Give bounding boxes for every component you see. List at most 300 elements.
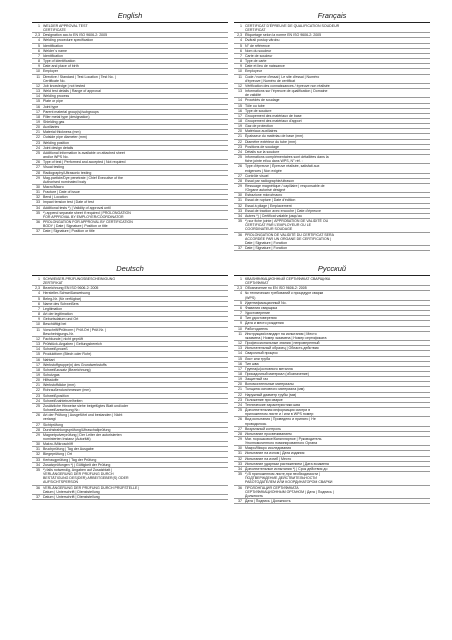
- item-text: Вид испытания | Проведено и принято | Не проводилось: [245, 417, 316, 426]
- item-number: 34: [238, 213, 242, 218]
- item-number: 8: [240, 316, 242, 321]
- item-text: Schweißprozeß: [43, 347, 68, 352]
- item-text: Дополнительная информация смотри в приложенном листе и / или в WPS номер:: [245, 408, 315, 417]
- item-text: Толщина основного материала (мм): [245, 387, 305, 392]
- item-text: Schweißzusatz (Bezeichnung): [43, 367, 91, 372]
- item-text: *) append separate sheet if required | PROLONGATION FOR APPROVAL BY EMPLOYER/COORDINATOR: [43, 210, 131, 219]
- item-text: Фамилия сварщика: [245, 305, 278, 310]
- list-item: [32, 328, 228, 337]
- item-number: 13: [238, 346, 242, 351]
- item-text: Makro-/Mikroschliff: [43, 442, 73, 447]
- item-text: SCHWEIßER-PRÜFUNGSBESCHEINIGUNG ZERTIFIKAT: [43, 277, 116, 286]
- item-text: Mag.particle/Dye penetrate | Chief Executive of the Authorised nominated body: [43, 175, 123, 184]
- item-number: 5: [38, 296, 40, 301]
- item-number: 22: [238, 139, 242, 144]
- german-section: [32, 265, 228, 500]
- item-text: PROLONGATION DE VALIDITÉ DU CERTIFICAT SERA ACCORDÉE PAR UN ORGANE DE CERTIFICATION | Date | Signature | Fonction: [245, 232, 334, 245]
- item-number: 9: [38, 317, 40, 322]
- item-text: Fachkunde | nicht geprüft: [43, 336, 83, 341]
- item-number: 37: [238, 246, 242, 251]
- item-number: 17: [36, 362, 40, 367]
- item-number: 10: [36, 322, 40, 327]
- item-text: Type de carte: [245, 59, 267, 64]
- item-text: Type de soudure: [245, 108, 272, 113]
- item-text: Filler metal type (designation): [43, 114, 90, 119]
- item-text: Identification: [43, 53, 63, 58]
- item-number: 18: [238, 371, 242, 376]
- item-number: 35: [238, 472, 242, 477]
- item-text: Dvārali postup vārobu: [245, 38, 280, 43]
- item-text: Type of test | Performed and accepted | Not required: [43, 160, 126, 165]
- item-number: 29: [36, 432, 40, 437]
- english-section: [32, 12, 228, 235]
- item-number: 28: [238, 178, 242, 183]
- item-number: 19: [238, 124, 242, 129]
- item-number: 28: [36, 170, 40, 175]
- item-number: 14: [36, 347, 40, 352]
- item-number: 18: [36, 367, 40, 372]
- item-text: Legitimation: [43, 306, 63, 311]
- item-text: Matériaux auxiliaires: [245, 129, 278, 134]
- item-text: PROLONGATION FOR APPROVAL BY CERTIFICATION BODY | Date | Signature | Position or title: [43, 220, 133, 229]
- item-number: 13: [238, 89, 242, 94]
- item-number: 17: [238, 113, 242, 118]
- item-number: 27: [238, 173, 242, 178]
- item-number: 28: [238, 431, 242, 436]
- item-number: 9: [240, 321, 242, 326]
- item-text: Технические характеристики шва: [245, 402, 300, 407]
- item-text: Положение при сварке: [245, 397, 283, 402]
- item-number: 37: [36, 494, 40, 499]
- item-number: 24: [238, 149, 242, 154]
- list-item: [32, 404, 228, 413]
- item-number: 12: [36, 83, 40, 88]
- item-text: КВАЛИФИКАЦИОННЫЙ СЕРТИФИКАТ СВАРЩИКА СЕРТИФИКАТ: [245, 277, 331, 286]
- item-number: 4: [240, 38, 242, 43]
- list-item: [234, 417, 430, 426]
- section-title: Deutsch: [32, 265, 228, 276]
- item-text: Fracture | Date of issue: [43, 190, 80, 195]
- item-number: 2,3: [35, 286, 40, 291]
- item-number: 25: [36, 150, 40, 155]
- item-number: 5: [240, 300, 242, 305]
- item-number: 24: [36, 398, 40, 403]
- item-number: 2,3: [237, 33, 242, 38]
- item-number: 15: [36, 99, 40, 104]
- item-text: Обозначение по EN ISO 9606-2: 2005: [245, 286, 307, 291]
- item-number: 12: [36, 336, 40, 341]
- item-number: 1: [38, 24, 40, 28]
- item-number: 11: [36, 74, 40, 79]
- item-number: 6: [38, 301, 40, 306]
- item-number: 16: [36, 104, 40, 109]
- item-text: Испытание ударным растяжением | Дата экзамена: [245, 461, 329, 466]
- item-text: Kerbzugprüfung | Tag der Prüfung: [43, 457, 97, 462]
- item-number: 20: [238, 129, 242, 134]
- item-text: Schweißposition: [43, 393, 69, 398]
- item-number: 30: [36, 442, 40, 447]
- item-number: 32: [238, 203, 242, 208]
- item-text: Испытание на излом | Дата издания: [245, 451, 305, 456]
- item-text: Макро/Микро исследования: [245, 446, 292, 451]
- item-number: 20: [36, 125, 40, 130]
- item-text: Joint design details: [43, 145, 74, 150]
- item-number: 23: [238, 144, 242, 149]
- item-number: 24: [36, 145, 40, 150]
- item-number: 32: [36, 452, 40, 457]
- item-text: Prüfstück-Angaben | Geltungsbereich: [43, 342, 102, 347]
- term-list: [234, 277, 430, 504]
- term-list: [234, 24, 430, 251]
- list-item: [234, 408, 430, 417]
- item-text: Вспомогательные материалы: [245, 382, 294, 387]
- list-item: [234, 233, 430, 246]
- list-item: [32, 75, 228, 84]
- item-text: Identification: [43, 43, 63, 48]
- item-number: 6: [240, 305, 242, 310]
- item-number: 20: [238, 382, 242, 387]
- item-text: № технических требований к процедуре сварки (WPS): [245, 291, 324, 300]
- item-text: Дата и место рождения: [245, 321, 284, 326]
- item-number: 16: [238, 361, 242, 366]
- item-text: Contrôle visuel: [245, 173, 269, 178]
- item-number: 35: [36, 467, 40, 472]
- list-item: [234, 24, 430, 33]
- item-number: 7: [240, 53, 242, 58]
- item-number: 7: [38, 306, 40, 311]
- item-number: 19: [36, 119, 40, 124]
- item-number: 14: [238, 98, 242, 103]
- section-title: Русский: [234, 265, 430, 276]
- item-text: Essai par radiographie/ultrason: [245, 178, 295, 183]
- list-item: [32, 229, 228, 234]
- item-number: 13: [36, 342, 40, 347]
- item-text: Procédés de soudage: [245, 98, 280, 103]
- item-text: Essai à pliage | Emplacement: [245, 203, 292, 208]
- item-number: 17: [238, 366, 242, 371]
- item-text: CERTIFICAT D'ÉPREUVE DE QUALIFICATION SOUDEUR CERTIFICAT: [245, 24, 340, 33]
- item-number: 9: [38, 64, 40, 69]
- list-item: [234, 89, 430, 98]
- term-list: [32, 277, 228, 500]
- list-item: [32, 151, 228, 160]
- item-number: 2,3: [35, 33, 40, 38]
- item-text: Groupement des matériaux de base: [245, 113, 302, 118]
- item-number: 31: [238, 198, 242, 203]
- item-number: 18: [238, 118, 242, 123]
- item-number: 15: [238, 103, 242, 108]
- list-item: [234, 155, 430, 164]
- item-number: 11: [238, 74, 242, 79]
- item-number: 30: [238, 193, 242, 198]
- item-text: Date | Signature | Position or title: [43, 229, 95, 234]
- item-text: Material thickness (mm): [43, 130, 81, 135]
- item-number: 20: [36, 378, 40, 383]
- item-number: 13: [36, 89, 40, 94]
- list-item: [234, 277, 430, 286]
- list-item: [234, 437, 430, 446]
- item-number: 31: [238, 451, 242, 456]
- item-number: 25: [238, 155, 242, 160]
- item-number: 17: [36, 109, 40, 114]
- item-text: Essai de rupture | Date d'édition: [245, 198, 296, 203]
- item-text: Macro/Macro: [43, 185, 64, 189]
- item-text: Werkstoffgruppe(n) des Grundwerkstoffs: [43, 362, 107, 367]
- item-number: 34: [238, 466, 242, 471]
- list-item: [32, 468, 228, 486]
- item-text: Visual testing: [43, 165, 65, 170]
- item-number: 26: [238, 164, 242, 169]
- item-number: 11: [36, 327, 40, 332]
- item-text: Beschäftigt bei: [43, 322, 67, 327]
- item-text: Auxiliaries: [43, 125, 60, 130]
- list-item: [234, 184, 430, 193]
- item-text: Outside pipe diameter (mm): [43, 135, 87, 140]
- item-number: 15: [36, 352, 40, 357]
- item-text: N° de référence: [245, 43, 270, 48]
- item-text: Date and place of birth: [43, 64, 79, 69]
- item-number: 1: [38, 277, 40, 281]
- item-number: 5: [240, 43, 242, 48]
- list-item: [234, 75, 430, 84]
- item-text: Gaz de protection: [245, 124, 273, 129]
- item-text: Ressuage magnétique / capillaire | responsable de l'Organe autorisé désigné: [245, 184, 325, 193]
- item-text: Дата | Подпись | Должность: [245, 499, 291, 504]
- item-number: 21: [36, 383, 40, 388]
- item-number: 14: [36, 94, 40, 99]
- item-number: 9: [240, 64, 242, 69]
- item-text: Directive / Standard | Test Location | Test No. | Certificate No.: [43, 74, 116, 83]
- item-number: 19: [36, 372, 40, 377]
- item-number: 31: [36, 447, 40, 452]
- item-text: Сварочный процесс: [245, 351, 278, 356]
- item-text: Испытание на изгиб | Место: [245, 456, 292, 461]
- item-text: Radiography/Ultrasonic testing: [43, 170, 92, 175]
- item-text: Welder´s name: [43, 48, 67, 53]
- item-text: Тип удостоверения: [245, 316, 277, 321]
- item-text: Épaisseur du matériau de base (mm): [245, 134, 304, 139]
- item-number: 26: [36, 413, 40, 418]
- item-text: Tôle ou tube: [245, 103, 265, 108]
- item-text: *) В приложенном листе,при необходимости | ПОДТВЕРЖДЕНИЕ ДЕЙСТВИТЕЛЬНОСТИ РАБОТОДАТЕЛЕМ ИЛИ КООРДИНАТОРОМ СВАРКИ: [245, 472, 333, 485]
- item-number: 27: [238, 426, 242, 431]
- item-text: Designation acc.to EN ISO 9606-2: 2005: [43, 33, 108, 38]
- item-text: Vorschrift/Prüfnorm | Prüf-Ort | Prüf-Nr. | Bescheinigungs-Nr.: [43, 327, 106, 336]
- item-text: Date | Signature | Fonction: [245, 246, 288, 251]
- item-number: 36: [36, 220, 40, 225]
- item-text: Produktform (Blech oder Rohr): [43, 352, 92, 357]
- item-text: Группа(ы)основного металла: [245, 366, 293, 371]
- list-item: [234, 219, 430, 232]
- item-number: 25: [238, 408, 242, 413]
- item-number: 15: [238, 356, 242, 361]
- item-number: 26: [238, 417, 242, 422]
- item-number: 21: [36, 130, 40, 135]
- item-text: Работодатель: [245, 326, 268, 331]
- item-text: Защитный газ: [245, 377, 268, 382]
- item-number: 22: [36, 135, 40, 140]
- item-number: 32: [238, 456, 242, 461]
- item-text: Job knowledge | not tested: [43, 83, 86, 88]
- item-text: Employeur: [245, 69, 262, 74]
- item-number: 33: [36, 200, 40, 205]
- item-text: Joint type: [43, 104, 59, 109]
- item-text: Удостоверение: [245, 311, 271, 316]
- item-text: Тип шва: [245, 361, 259, 366]
- item-text: Magnetpulverprüfung | Der Leiter der autorisierten nominierten Instanz (Autorität): [43, 432, 122, 441]
- item-number: 37: [36, 229, 40, 234]
- item-number: 36: [36, 485, 40, 490]
- item-text: Impact tension test | Date of test: [43, 200, 94, 205]
- item-number: 27: [36, 422, 40, 427]
- item-text: Инструкция/стандарт на испытания | Место экзамена | Номер экзамена | Номер сертификата: [245, 331, 327, 340]
- item-text: Welding process: [43, 94, 70, 99]
- item-number: 22: [36, 388, 40, 393]
- item-text: *) falls notwendig, Angaben auf Zusatzblatt | VERLÄNGERUNG DER PRÜFUNG DURCH BESTÄTIGUNG DES(DER) ARBEITGEBER(S) ODER AUFSICHTSPERSON: [43, 467, 129, 485]
- item-text: Профессиональные знания | непроверенный: [245, 341, 320, 346]
- item-number: 29: [238, 184, 242, 188]
- item-text: Sichtprüfung: [43, 422, 63, 427]
- list-item: [234, 499, 430, 504]
- list-item: [234, 164, 430, 173]
- item-number: 2,3: [237, 286, 242, 291]
- item-text: Étiquetage selon la norme EN ISO 9606-2: 2005: [245, 33, 322, 38]
- item-text: Welding procedure specification: [43, 38, 94, 43]
- item-text: Nom du soudeur: [245, 48, 272, 53]
- section-title: English: [32, 12, 228, 23]
- item-number: 6: [240, 48, 242, 53]
- item-text: Визуальный контроль: [245, 426, 281, 431]
- list-item: [32, 24, 228, 33]
- item-number: 7: [240, 311, 242, 316]
- item-number: 25: [36, 403, 40, 408]
- item-number: 33: [36, 457, 40, 462]
- item-text: Type d'épreuve | Épreuve réalisée, satisfait aux exigences | Non exigée: [245, 164, 320, 173]
- item-number: 16: [36, 357, 40, 362]
- item-number: 6: [38, 48, 40, 53]
- item-number: 8: [240, 59, 242, 64]
- item-text: Bend | Location: [43, 195, 68, 200]
- item-text: Наружный диаметр трубы (мм): [245, 392, 297, 397]
- item-text: Weld test details | Range of approval: [43, 89, 101, 94]
- item-text: Shielding gas: [43, 119, 65, 124]
- item-text: Date et lieu de naissance: [245, 64, 285, 69]
- item-text: Estrazione micro/macro: [245, 193, 283, 198]
- item-number: 1: [240, 24, 242, 28]
- item-text: Additional tests *) | Validity of approval until: [43, 205, 111, 210]
- item-number: 28: [36, 427, 40, 432]
- item-text: Informations complémentaires sont détaillées dans la fiche jointe et/ou dans WPS, N° réf. :: [245, 155, 329, 164]
- item-number: 11: [238, 331, 242, 336]
- list-item: [234, 246, 430, 251]
- item-text: Идентификационный No.: [245, 300, 287, 305]
- item-text: Welding position: [43, 140, 69, 145]
- item-text: Werkstoffdicke (mm): [43, 383, 76, 388]
- item-number: 30: [36, 185, 40, 189]
- list-item: [234, 486, 430, 499]
- list-item: [234, 472, 430, 485]
- list-item: [234, 332, 430, 341]
- item-text: Parent material group(s)/subgroups: [43, 109, 99, 114]
- item-text: Autres *) | Certificat valable jusqu'au: [245, 213, 302, 218]
- item-number: 32: [36, 195, 40, 200]
- item-text: Schweißnahteinzelheiten: [43, 398, 83, 403]
- list-item: [234, 291, 430, 300]
- item-number: 35: [238, 219, 242, 224]
- item-number: 19: [238, 377, 242, 382]
- item-number: 4: [240, 291, 242, 296]
- item-number: 5: [38, 43, 40, 48]
- list-item: [32, 277, 228, 286]
- item-number: 10: [238, 326, 242, 331]
- item-text: Zusatzprüfungen *) | Gültigkeit der Prüfung: [43, 462, 111, 467]
- item-text: Datum | Unterschrift | Dienststellung: [43, 494, 100, 499]
- item-text: Bezeichnung EN ISO 9606-2: 2005: [43, 286, 99, 291]
- item-number: 10: [36, 69, 40, 74]
- item-number: 14: [238, 351, 242, 356]
- item-text: VERLÄNGERUNG DER PRÜFUNG DURCH PRÜFSTELLE | Datum | Unterschrift | Dienststellung: [43, 485, 140, 494]
- item-number: 7: [38, 53, 40, 58]
- item-number: 22: [238, 392, 242, 397]
- list-item: [32, 433, 228, 442]
- item-number: 36: [238, 485, 242, 490]
- item-number: 12: [238, 83, 242, 88]
- item-text: Schutzgas: [43, 372, 60, 377]
- item-number: 12: [238, 341, 242, 346]
- item-text: Carte de soudeur: [245, 53, 273, 58]
- item-text: Дополнительные испытания *) | Срок действия до: [245, 466, 328, 471]
- item-number: 34: [36, 205, 40, 210]
- item-text: Positions de soudage: [245, 144, 279, 149]
- item-text: Groupement des matériaux d'apport: [245, 118, 302, 123]
- section-title: Français: [234, 12, 430, 23]
- item-text: ПРОЛОНГАЦИЯ СЕРТИФИКАТА СЕРТИФИКАЦИОННЫМ ОРГАНОМ | Дата | Подпись | Должность: [245, 485, 334, 498]
- item-text: Détails sur la soudure: [245, 149, 280, 154]
- item-text: Diamètre extérieur du tube (mm): [245, 139, 297, 144]
- item-text: WELDER APPROVAL TEST CERTIFICATE: [43, 24, 88, 33]
- item-number: 21: [238, 387, 242, 392]
- item-number: 34: [36, 462, 40, 467]
- item-number: 8: [38, 312, 40, 317]
- item-number: 33: [238, 461, 242, 466]
- item-number: 31: [36, 190, 40, 195]
- item-number: 33: [238, 208, 242, 213]
- item-text: Plate or pipe: [43, 99, 63, 104]
- item-text: Rohraußendurchmesser (mm): [43, 388, 91, 393]
- item-text: *) sur fiche jointe | APPROBATION DE VALIDITÉ OU CERTIFICAT PAR L'EMPLOYEUR OU LE COORDINATEUR SOUDAGE: [245, 219, 329, 232]
- item-text: Присадочный материал (обозначение): [245, 371, 309, 376]
- item-text: Vérification des connaissances / épreuve non réalisée: [245, 83, 330, 88]
- russian-section: [234, 265, 430, 504]
- list-item: [32, 176, 228, 185]
- item-text: Испытание просвечиванием: [245, 431, 292, 436]
- item-number: 21: [238, 134, 242, 139]
- item-text: Zusätzliche Hinweise siehe beigefügtes Blatt und/oder Schweißanweisung Nr.:: [43, 403, 129, 413]
- item-text: Nahtart: [43, 357, 55, 362]
- item-number: 23: [36, 140, 40, 145]
- item-text: Employer: [43, 69, 58, 74]
- item-number: 24: [238, 402, 242, 407]
- item-number: 37: [238, 499, 242, 504]
- list-item: [32, 486, 228, 495]
- item-text: Informations sur l'épreuve de qualification | Domaine de validité: [245, 89, 328, 98]
- french-section: [234, 12, 430, 251]
- item-text: Bruchprüfung | Tag der Ausgabe: [43, 447, 94, 452]
- item-text: Durchstrahlungsprüfung/Ultraschallprüfung: [43, 427, 111, 432]
- item-text: Essai de traction avec encoche | Date d'épreuve: [245, 208, 321, 213]
- item-number: 29: [36, 175, 40, 180]
- item-text: Code / norme d'essai | Le site d'essai | Numéro d'épreuve | Numéro de certificat: [245, 74, 320, 83]
